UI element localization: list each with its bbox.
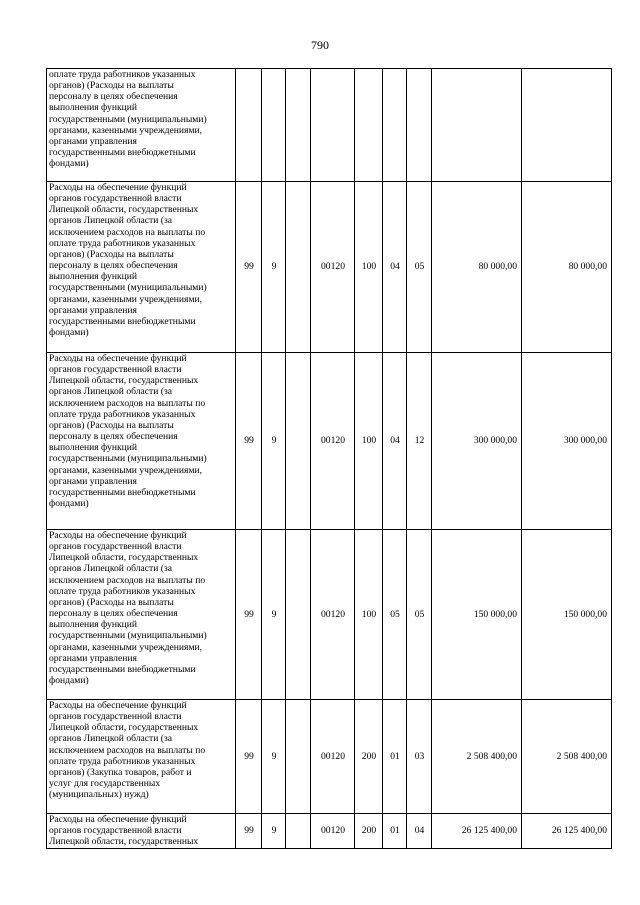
code-cell: 99	[236, 814, 262, 849]
code-cell	[286, 353, 311, 530]
code-cell	[286, 814, 311, 849]
code-cell: 05	[407, 530, 432, 700]
code-cell	[236, 69, 262, 182]
amount-cell: 150 000,00	[522, 530, 612, 700]
code-cell: 05	[383, 530, 407, 700]
table-row	[47, 182, 612, 353]
code-cell	[311, 69, 355, 182]
code-cell: 04	[383, 353, 407, 530]
amount-cell	[432, 69, 522, 182]
code-cell: 99	[236, 700, 262, 814]
code-cell	[355, 69, 383, 182]
code-cell: 100	[355, 530, 383, 700]
row-description: Расходы на обеспечение функций органов государственной власти Липецкой области, государственных органов Липецкой области (за исключением расходов на выплаты по оплате труда работников указанных органов) (Расходы на выплаты персоналу в целях обеспечения выполнения функций государственными (муниципальными) органами, казенными учреждениями, органами управления государственными внебюджетными фондами)	[47, 182, 236, 353]
code-cell	[407, 69, 432, 182]
code-cell: 00120	[311, 814, 355, 849]
code-cell: 12	[407, 353, 432, 530]
amount-cell: 2 508 400,00	[522, 700, 612, 814]
amount-cell	[522, 69, 612, 182]
amount-cell: 300 000,00	[522, 353, 612, 530]
code-cell: 9	[262, 353, 286, 530]
code-cell	[286, 530, 311, 700]
code-cell: 100	[355, 182, 383, 353]
amount-cell: 26 125 400,00	[522, 814, 612, 849]
code-cell: 00120	[311, 700, 355, 814]
table-row	[47, 814, 612, 849]
row-description: Расходы на обеспечение функций органов государственной власти Липецкой области, государственных органов Липецкой области (за исключением расходов на выплаты по оплате труда работников указанных органов) (Расходы на выплаты персоналу в целях обеспечения выполнения функций государственными (муниципальными) органами, казенными учреждениями, органами управления государственными внебюджетными фондами)	[47, 530, 236, 700]
code-cell: 04	[383, 182, 407, 353]
table-row	[47, 353, 612, 530]
code-cell: 100	[355, 353, 383, 530]
code-cell: 00120	[311, 530, 355, 700]
code-cell: 03	[407, 700, 432, 814]
row-description: Расходы на обеспечение функций органов государственной власти Липецкой области, государственных	[47, 814, 236, 849]
code-cell: 9	[262, 182, 286, 353]
amount-cell: 80 000,00	[522, 182, 612, 353]
code-cell: 01	[383, 700, 407, 814]
code-cell	[286, 700, 311, 814]
amount-cell: 80 000,00	[432, 182, 522, 353]
code-cell: 200	[355, 814, 383, 849]
amount-cell: 300 000,00	[432, 353, 522, 530]
code-cell: 00120	[311, 182, 355, 353]
code-cell: 99	[236, 353, 262, 530]
table-row	[47, 700, 612, 814]
code-cell: 9	[262, 700, 286, 814]
code-cell: 04	[407, 814, 432, 849]
row-description: Расходы на обеспечение функций органов государственной власти Липецкой области, государственных органов Липецкой области (за исключением расходов на выплаты по оплате труда работников указанных органов) (Закупка товаров, работ и услуг для государственных (муниципальных) нужд)	[47, 700, 236, 814]
code-cell	[286, 69, 311, 182]
row-description: оплате труда работников указанных органов) (Расходы на выплаты персоналу в целях обеспечения выполнения функций государственными (муниципальными) органами, казенными учреждениями, органами управления государственными внебюджетными фондами)	[47, 69, 236, 182]
row-description: Расходы на обеспечение функций органов государственной власти Липецкой области, государственных органов Липецкой области (за исключением расходов на выплаты по оплате труда работников указанных органов) (Расходы на выплаты персоналу в целях обеспечения выполнения функций государственными (муниципальными) органами, казенными учреждениями, органами управления государственными внебюджетными фондами)	[47, 353, 236, 530]
code-cell	[383, 69, 407, 182]
code-cell: 9	[262, 814, 286, 849]
code-cell: 05	[407, 182, 432, 353]
table-row	[47, 530, 612, 700]
code-cell: 99	[236, 530, 262, 700]
amount-cell: 2 508 400,00	[432, 700, 522, 814]
page-number: 790	[311, 38, 329, 52]
budget-table	[46, 68, 612, 849]
code-cell	[286, 182, 311, 353]
code-cell	[262, 69, 286, 182]
code-cell: 9	[262, 530, 286, 700]
code-cell: 00120	[311, 353, 355, 530]
code-cell: 200	[355, 700, 383, 814]
code-cell: 01	[383, 814, 407, 849]
amount-cell: 150 000,00	[432, 530, 522, 700]
table-row	[47, 69, 612, 182]
code-cell: 99	[236, 182, 262, 353]
amount-cell: 26 125 400,00	[432, 814, 522, 849]
